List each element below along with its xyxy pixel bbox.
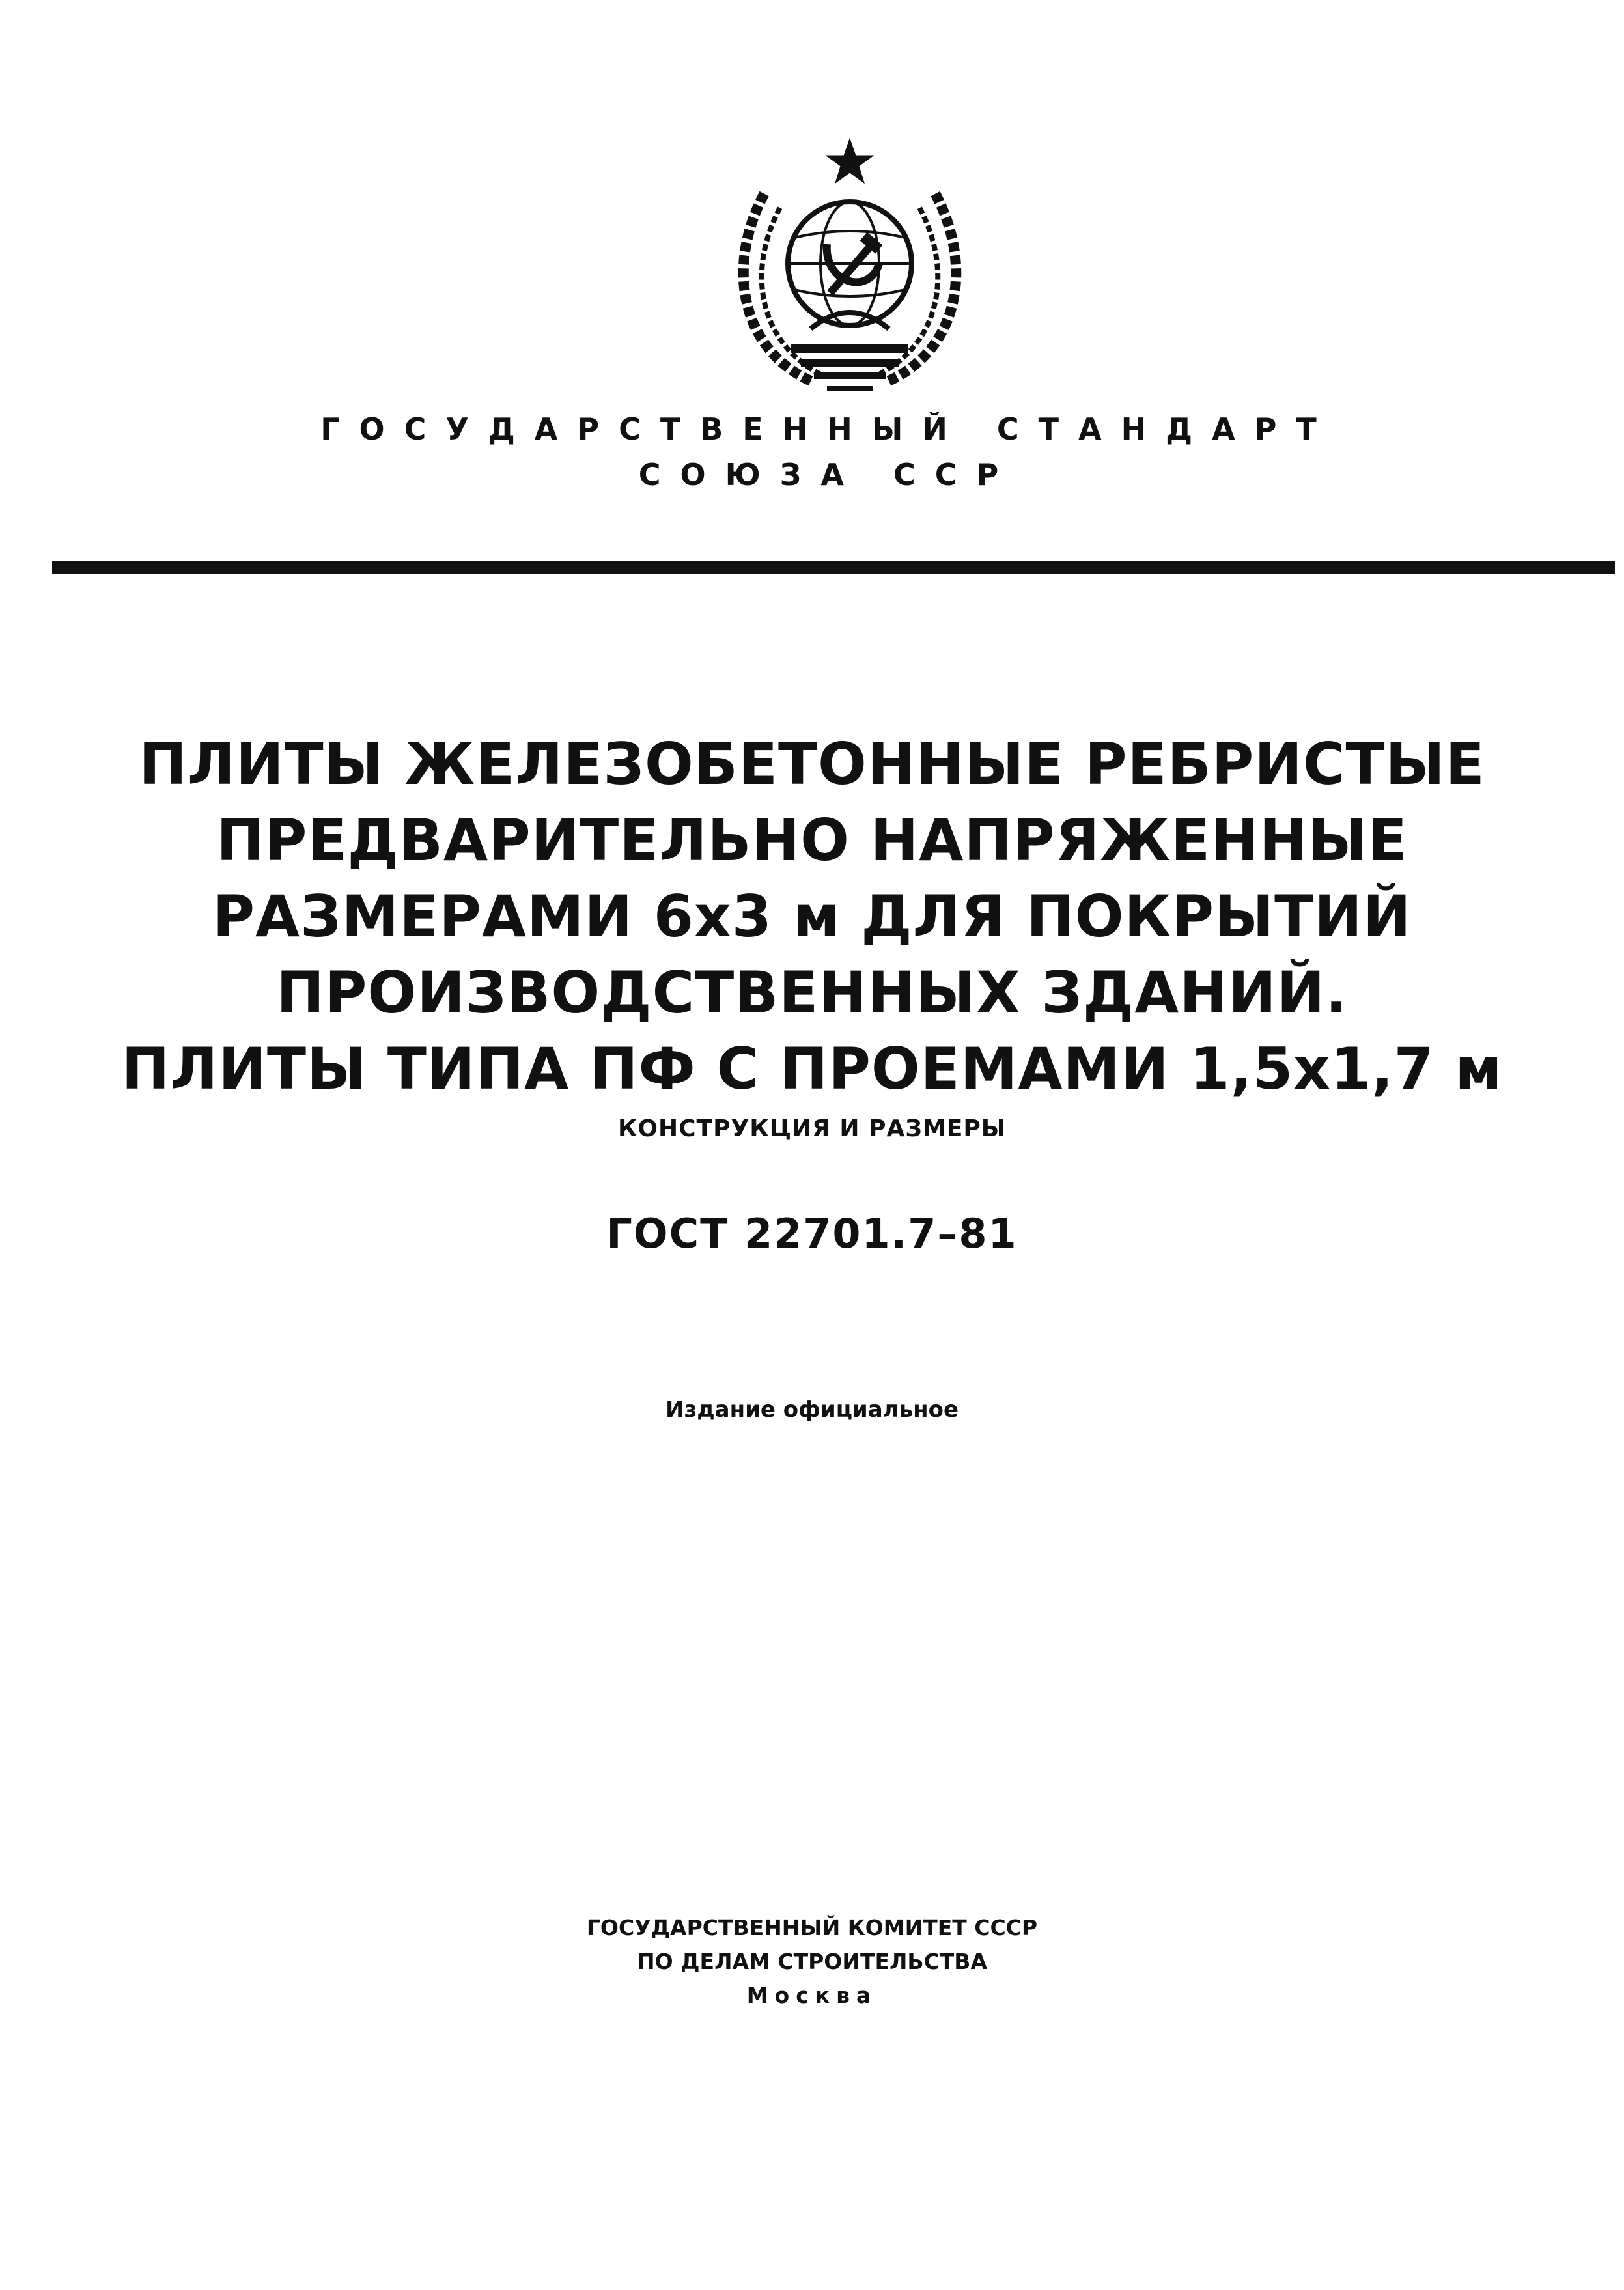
document-subtitle: КОНСТРУКЦИЯ И РАЗМЕРЫ	[617, 1115, 1007, 1142]
ussr-emblem-icon	[713, 133, 987, 407]
document-title	[0, 726, 1624, 1107]
title-line: ПРОИЗВОДСТВЕННЫХ ЗДАНИЙ.	[276, 959, 1348, 1026]
divider-rule	[52, 561, 1615, 574]
title-line: ПЛИТЫ ЖЕЛЕЗОБЕТОННЫЕ РЕБРИСТЫЕ	[139, 731, 1485, 798]
title-line: ПЛИТЫ ТИПА ПФ С ПРОЕМАМИ 1,5х1,7 м	[121, 1035, 1503, 1102]
title-line: ПРЕДВАРИТЕЛЬНО НАПРЯЖЕННЫЕ	[216, 807, 1408, 874]
header-ussr: СОЮЗА ССР	[638, 457, 1018, 492]
edition-label: Издание официальное	[665, 1397, 959, 1423]
publisher-line: ГОСУДАРСТВЕННЫЙ КОМИТЕТ СССР	[586, 1915, 1038, 1940]
publisher-city: Москва	[746, 1983, 878, 2008]
publisher-line: ПО ДЕЛАМ СТРОИТЕЛЬСТВА	[637, 1949, 987, 1974]
header-state-standard: ГОСУДАРСТВЕННЫЙ СТАНДАРТ	[320, 412, 1336, 447]
standard-number: ГОСТ 22701.7–81	[606, 1210, 1018, 1257]
publisher-block	[0, 1911, 1624, 2013]
title-line: РАЗМЕРАМИ 6х3 м ДЛЯ ПОКРЫТИЙ	[212, 883, 1412, 950]
